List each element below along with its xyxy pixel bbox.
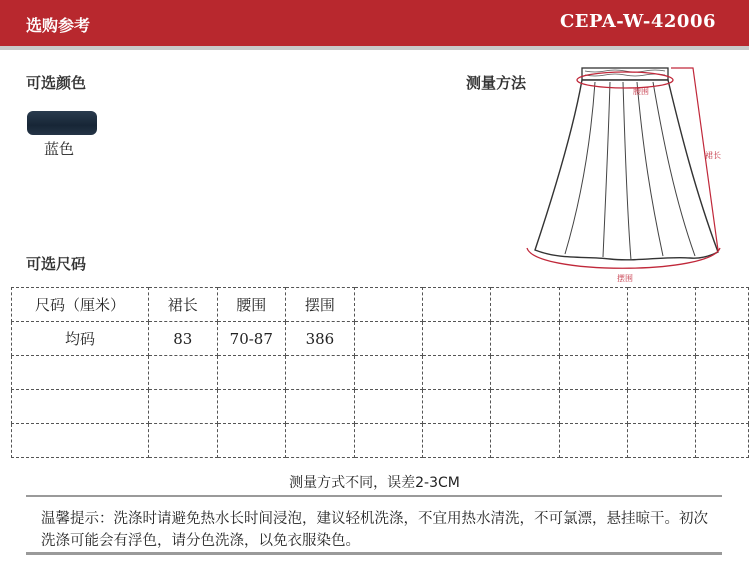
table-cell	[559, 390, 627, 424]
table-cell	[491, 390, 559, 424]
size-table-header	[12, 288, 749, 322]
section-divider	[26, 495, 722, 497]
table-cell	[559, 356, 627, 390]
table-cell	[696, 322, 749, 356]
color-swatch-label: 蓝色	[44, 140, 75, 158]
table-header-cell: 裙长	[148, 288, 217, 322]
table-cell	[354, 356, 422, 390]
table-cell: 均码	[12, 322, 149, 356]
header-title: 选购参考	[26, 16, 91, 35]
size-title: 可选尺码	[26, 255, 87, 273]
table-row	[12, 356, 749, 390]
table-cell	[491, 356, 559, 390]
table-cell: 83	[148, 322, 217, 356]
color-swatch-blue[interactable]	[27, 111, 97, 135]
bottom-divider	[26, 552, 722, 555]
table-header-cell	[491, 288, 559, 322]
table-cell	[354, 390, 422, 424]
measure-title: 测量方法	[466, 74, 527, 92]
table-header-cell: 摆围	[286, 288, 355, 322]
table-cell: 70-87	[217, 322, 286, 356]
table-cell	[286, 356, 355, 390]
table-cell	[217, 356, 286, 390]
header-bar	[0, 0, 749, 46]
table-cell	[559, 322, 627, 356]
care-tips: 温馨提示：洗涤时请避免热水长时间浸泡，建议轻机洗涤，不宜用热水清洗，不可氯漂，悬挂晾干。初次洗涤可能会有浮色，请分色洗涤，以免衣服染色。	[41, 511, 708, 549]
table-row	[12, 322, 749, 356]
table-cell	[12, 356, 149, 390]
measure-note: 测量方式不同，误差2-3CM	[289, 475, 460, 491]
table-cell	[354, 424, 422, 458]
product-code: CEPA-W-42006	[559, 11, 716, 32]
table-cell	[423, 356, 491, 390]
table-cell	[148, 424, 217, 458]
table-cell	[12, 390, 149, 424]
colors-title: 可选颜色	[26, 74, 87, 92]
table-header-cell	[423, 288, 491, 322]
header-rule	[0, 46, 749, 50]
waist-label: 腰围	[633, 87, 649, 96]
table-cell	[628, 424, 696, 458]
table-cell	[491, 424, 559, 458]
table-cell	[148, 356, 217, 390]
table-cell	[491, 322, 559, 356]
table-row	[12, 424, 749, 458]
table-cell	[286, 424, 355, 458]
table-cell	[696, 356, 749, 390]
table-cell	[628, 356, 696, 390]
size-table	[11, 287, 749, 458]
table-header-cell	[559, 288, 627, 322]
table-cell	[559, 424, 627, 458]
table-cell	[354, 322, 422, 356]
table-cell	[148, 390, 217, 424]
table-cell	[12, 424, 149, 458]
table-header-cell	[628, 288, 696, 322]
table-header-cell: 尺码（厘米）	[12, 288, 149, 322]
table-cell	[423, 390, 491, 424]
length-label: 裙长	[705, 151, 721, 160]
table-header-cell: 腰围	[217, 288, 286, 322]
table-cell: 386	[286, 322, 355, 356]
table-cell	[696, 390, 749, 424]
skirt-measure-diagram	[515, 60, 725, 285]
table-cell	[217, 390, 286, 424]
table-cell	[628, 390, 696, 424]
table-header-cell	[696, 288, 749, 322]
table-cell	[423, 322, 491, 356]
table-cell	[423, 424, 491, 458]
table-cell	[628, 322, 696, 356]
table-cell	[286, 390, 355, 424]
table-cell	[696, 424, 749, 458]
hem-label: 摆围	[617, 274, 633, 283]
table-header-cell	[354, 288, 422, 322]
table-row	[12, 390, 749, 424]
table-cell	[217, 424, 286, 458]
